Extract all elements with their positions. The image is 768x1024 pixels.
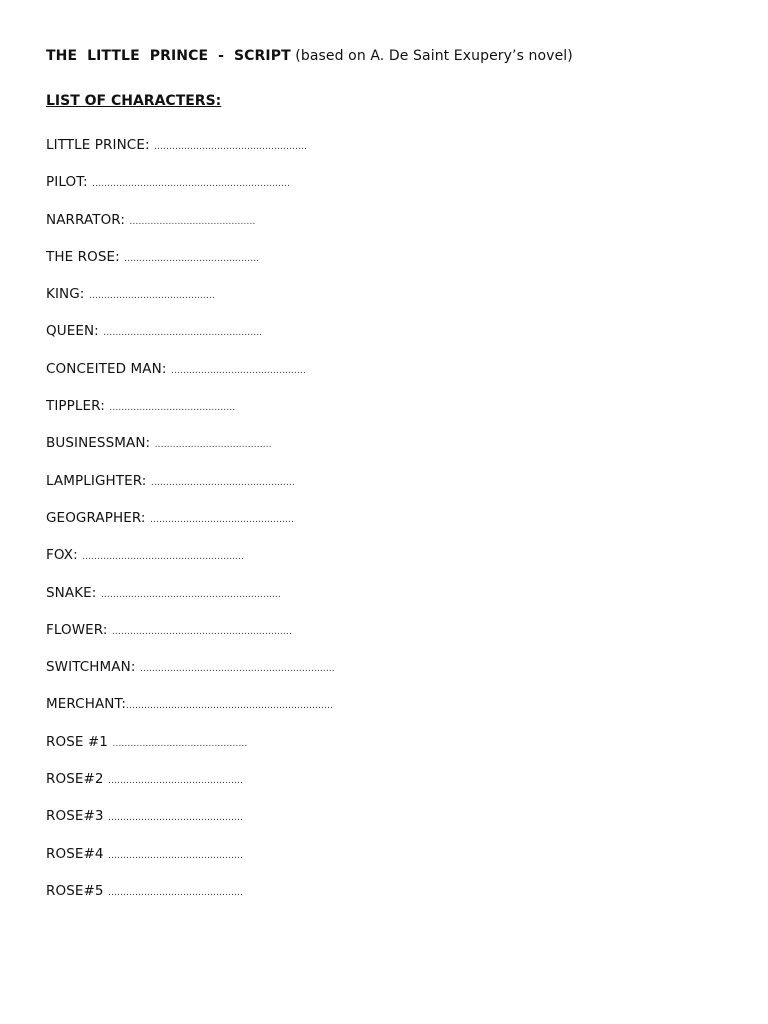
character-row [46,584,335,621]
character-blank-line: …………………………………… [88,291,215,302]
character-row [46,546,335,583]
character-label: ROSE#4 [46,845,108,862]
character-blank-line: ………………………………… [154,440,272,451]
character-row [46,322,335,359]
character-row [46,360,335,397]
character-row [46,733,335,770]
character-label: FOX: [46,547,83,564]
character-row [46,434,335,471]
character-label: LAMPLIGHTER: [46,472,151,489]
character-blank-line: …………………………………………………………… [126,701,334,712]
character-blank-line: ……………………………………… [170,365,306,376]
character-blank-line: ……………………………………… [108,776,243,787]
character-blank-line: ……………………………………… [108,887,243,898]
character-blank-line: …………………………………………….. [103,328,262,339]
character-row [46,621,335,658]
character-label: ROSE#3 [46,808,108,825]
character-row [46,248,335,285]
character-row [46,695,335,732]
character-blank-line: ……………………………………… [124,253,260,264]
character-label: PILOT: [46,174,93,191]
section-heading: LIST OF CHARACTERS: [46,93,222,109]
character-row [46,472,335,509]
character-blank-line: ………………………………………… [149,514,294,525]
character-row [46,211,335,248]
character-row [46,285,335,322]
character-blank-line: ……………………………………… [112,738,248,749]
character-blank-line: …………………………………………………… [111,626,292,637]
character-label: CONCEITED MAN: [46,360,171,377]
character-list [46,136,335,919]
character-label: MERCHANT: [46,696,127,713]
character-label: NARRATOR: [46,211,130,228]
character-blank-line: ……………………………………………… [82,552,245,563]
character-label: ROSE#5 [46,882,108,899]
character-row [46,658,335,695]
character-row [46,882,335,919]
character-label: FLOWER: [46,621,112,638]
character-label: SNAKE: [46,584,101,601]
character-row [46,845,335,882]
character-label: KING: [46,286,89,303]
character-blank-line: ……………………………………… [108,850,243,861]
character-row [46,509,335,546]
character-blank-line: …………………………………………………… [100,589,281,600]
character-blank-line: ……………………………………………………….. [139,664,335,675]
title-main: THE LITTLE PRINCE - SCRIPT [46,48,291,64]
character-row [46,807,335,844]
character-blank-line: ………………………………………………………… [92,179,291,190]
character-row [46,770,335,807]
character-blank-line: ……………………………………… [108,813,243,824]
character-label: BUSINESSMAN: [46,435,155,452]
character-label: TIPPLER: [46,398,110,415]
document-title [46,48,573,64]
character-blank-line: …………………………………… [129,216,256,227]
character-label: SWITCHMAN: [46,659,140,676]
character-row [46,397,335,434]
character-label: GEOGRAPHER: [46,509,150,526]
character-label: ROSE #1 [46,733,113,750]
title-subtitle: (based on A. De Saint Exupery’s novel) [295,48,573,64]
character-blank-line: …………………………………………… [154,142,307,152]
character-label: THE ROSE: [46,248,125,265]
character-label: LITTLE PRINCE: [46,137,154,153]
character-label: QUEEN: [46,323,104,340]
character-blank-line: …………………………………… [109,403,236,414]
character-blank-line: ………………………………………… [150,477,295,488]
character-label: ROSE#2 [46,771,108,788]
character-row [46,173,335,210]
character-row [46,136,335,173]
